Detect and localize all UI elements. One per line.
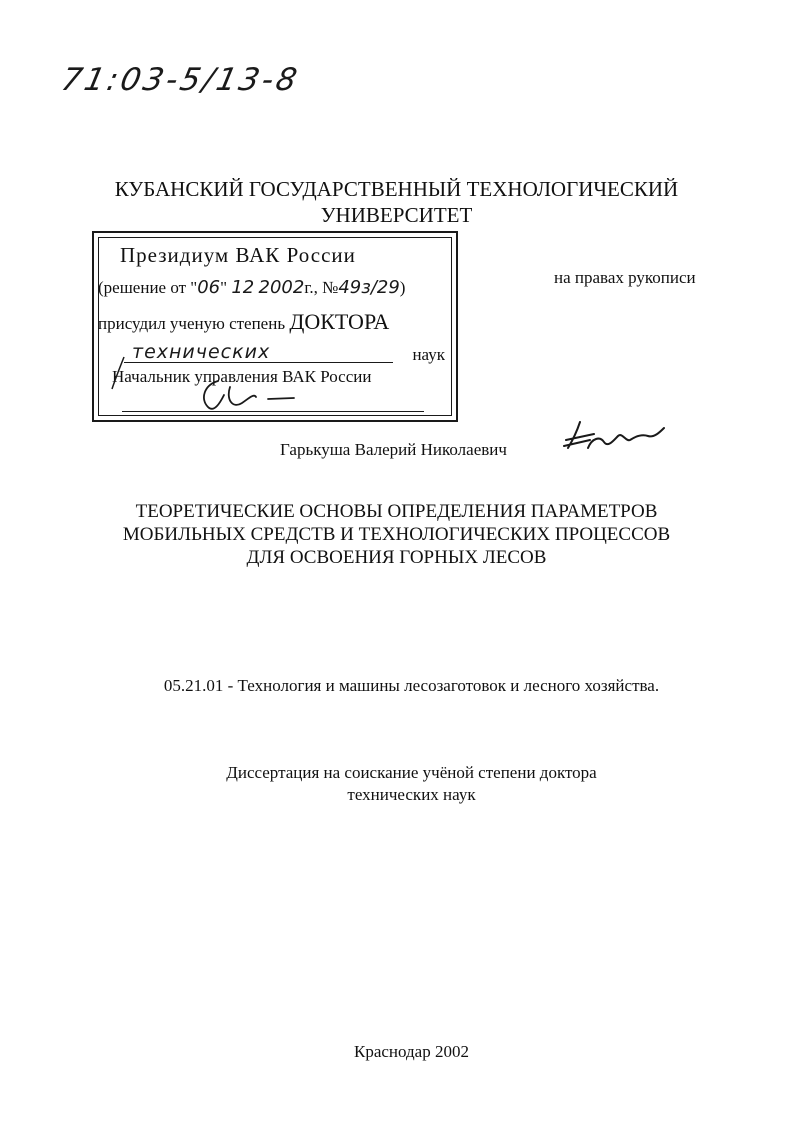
stamp-signature <box>190 373 310 423</box>
degree-statement <box>0 762 793 806</box>
stamp-number: 49з/29 <box>338 277 400 298</box>
stamp-decision-line <box>98 277 405 298</box>
stamp-title: Президиум ВАК России <box>120 243 356 267</box>
university-line-2: УНИВЕРСИТЕТ <box>320 203 473 227</box>
dissertation-title <box>0 500 793 569</box>
stamp-head-title: Начальник управления ВАК России <box>112 367 372 386</box>
university-name <box>0 176 793 228</box>
university-line-1: КУБАНСКИЙ ГОСУДАРСТВЕННЫЙ ТЕХНОЛОГИЧЕСКИЙ <box>114 177 679 201</box>
dissertation-title-line-2: МОБИЛЬНЫХ СРЕДСТВ И ТЕХНОЛОГИЧЕСКИХ ПРОЦЕССОВ <box>122 524 671 545</box>
dissertation-title-line-1: ТЕОРЕТИЧЕСКИЕ ОСНОВЫ ОПРЕДЕЛЕНИЯ ПАРАМЕТРОВ <box>135 501 658 522</box>
stamp-year-suffix: г., № <box>304 278 339 297</box>
stamp-month: 12 <box>231 277 255 298</box>
catalog-number: 71:03-5/13-8 <box>58 62 303 98</box>
degree-statement-line-1: Диссертация на соискание учёной степени доктора <box>226 763 597 782</box>
city-year: Краснодар 2002 <box>354 1042 469 1061</box>
stamp-science-word: наук <box>412 345 445 364</box>
specialty-code: 05.21.01 - Технология и машины лесозаготовок и лесного хозяйства. <box>163 676 660 695</box>
stamp-day: 06 <box>197 277 221 298</box>
degree-statement-line-2: технических наук <box>347 785 476 804</box>
vak-stamp <box>92 231 458 422</box>
stamp-awarded-text: присудил ученую степень <box>98 314 286 333</box>
stamp-awarded-line <box>98 309 389 335</box>
stamp-field-handwritten: технических <box>132 341 271 363</box>
stamp-degree: ДОКТОРА <box>289 309 390 334</box>
author-signature <box>560 418 670 462</box>
dissertation-title-line-3: ДЛЯ ОСВОЕНИЯ ГОРНЫХ ЛЕСОВ <box>246 547 547 568</box>
stamp-signature-line <box>122 411 424 412</box>
stamp-month-sep: " <box>220 278 228 297</box>
stamp-number-suffix: ) <box>399 278 406 297</box>
stamp-field-row <box>124 343 449 369</box>
stamp-decision-prefix: (решение от " <box>98 278 198 297</box>
stamp-year: 2002 <box>258 277 305 298</box>
author-name: Гарькуша Валерий Николаевич <box>280 440 507 459</box>
stamp-pen-mark <box>102 353 142 393</box>
manuscript-note: на правах рукописи <box>554 268 696 287</box>
